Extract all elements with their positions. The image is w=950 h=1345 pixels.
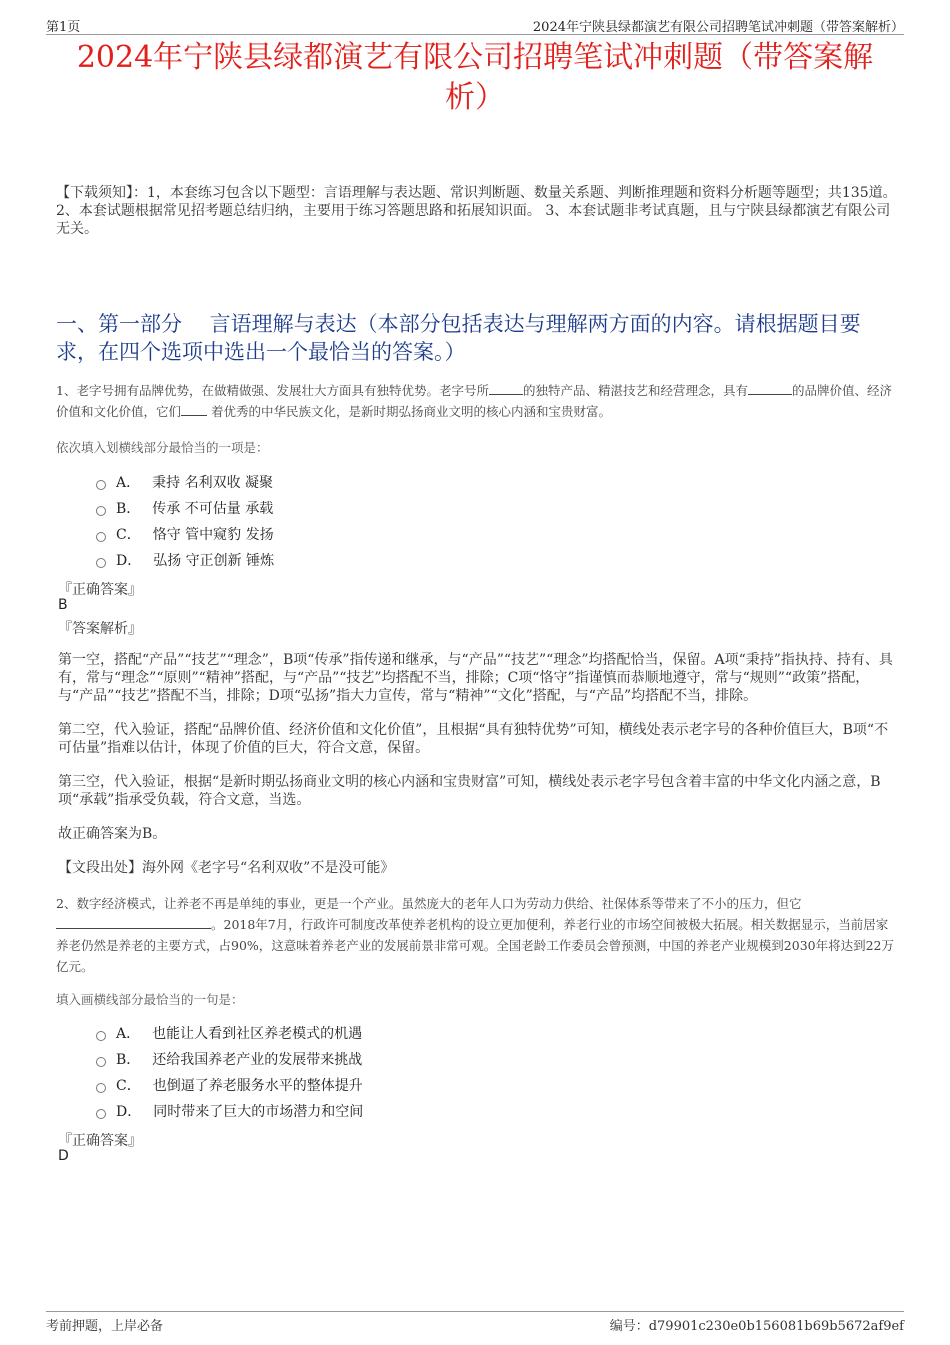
document-title <box>46 38 904 118</box>
q1-analysis-paragraph: 第一空，搭配“产品”“技艺”“理念”，B项“传承”指传递和继承，与“产品”“技艺”“理念”均搭配恰当，保留。A项“秉持”指执持、持有、具有，常与“理念”“原则”“精神”搭配，与“产品”“技艺”均搭配不当，排除；C项“恪守”指谨慎而恭顺地遵守，常与“规则”“政策”搭配，与“产品”“技艺”搭配不当，排除；D项“弘扬”指大力宣传，常与“精神”“文化”搭配，与“产品”均搭配不当，排除。 <box>58 652 893 704</box>
q1-analysis-paragraph: 第三空，代入验证，根据“是新时期弘扬商业文明的核心内涵和宝贵财富”可知，横线处表示老字号包含着丰富的中华文化内涵之意，B项“承载”指承受负载，符合文意，当选。 <box>58 774 881 808</box>
page-number: 第1页 <box>46 20 81 35</box>
page-header <box>46 14 904 35</box>
download-notice: 【下载须知】：1，本套练习包含以下题型：言语理解与表达题、常识判断题、数量关系题、判断推理题和资料分析题等题型；共135道。 2、本套试题根据常见招考题总结归纳，主要用于练习答题思路和拓展知识面。 3、本套试题非考试真题，且与宁陕县绿都演艺有限公司无关。 <box>56 185 897 237</box>
q1-answer-label: 『正确答案』 <box>58 582 142 598</box>
title-line-2: 析） <box>445 80 505 115</box>
blank-3 <box>181 403 207 416</box>
page-footer <box>46 1311 904 1334</box>
question-1-prompt: 依次填入划横线部分最恰当的一项是： <box>56 440 269 455</box>
radio-icon[interactable] <box>96 1109 106 1119</box>
q1-option-a[interactable]: A． 秉持 名利双收 凝聚 <box>96 472 273 492</box>
question-2-text: 2、数字经济模式，让养老不再是单纯的事业，更是一个产业。虽然庞大的老年人口为劳动力供给、社保体系等带来了不小的压力，但它。2018年7月，行政许可制度改革使养老机构的设立更加便利，养老行业的市场空间被极大拓展。相关数据显示，当前居家养老仍然是养老的主要方式，占90%，这意味着养老产业的发展前景非常可观。全国老龄工作委员会曾预测，中国的养老产业规模到2030年将达到22万亿元。 <box>56 896 895 974</box>
blank-1 <box>489 382 523 395</box>
question-1-text: 1、老字号拥有品牌优势，在做精做强、发展壮大方面具有独特优势。老字号所 的独特产品、精湛技艺和经营理念，具有 的品牌价值、经济价值和文化价值，它们 着优秀的中华民族文化，是新时期弘扬商业文明的核心内涵和宝贵财富。 <box>56 383 892 419</box>
radio-icon[interactable] <box>96 1083 106 1093</box>
q1-option-b[interactable]: B． 传承 不可估量 承载 <box>96 498 273 518</box>
question-2-prompt: 填入画横线部分最恰当的一句是： <box>56 992 244 1007</box>
q1-analysis-label: 『答案解析』 <box>58 621 142 637</box>
radio-icon[interactable] <box>96 480 106 490</box>
radio-icon[interactable] <box>96 506 106 516</box>
title-line-1: 2024年宁陕县绿都演艺有限公司招聘笔试冲刺题（带答案解 <box>76 40 874 75</box>
q2-option-a[interactable]: A． 也能让人看到社区养老模式的机遇 <box>96 1023 362 1043</box>
q2-option-b[interactable]: B． 还给我国养老产业的发展带来挑战 <box>96 1049 362 1069</box>
q2-answer-label: 『正确答案』 <box>58 1133 142 1149</box>
q1-answer: B <box>58 597 68 613</box>
header-doc-title: 2024年宁陕县绿都演艺有限公司招聘笔试冲刺题（带答案解析） <box>532 20 904 35</box>
q1-source: 【文段出处】海外网《老字号“名利双收”不是没可能》 <box>58 860 395 876</box>
radio-icon[interactable] <box>96 532 106 542</box>
q2-option-d[interactable]: D． 同时带来了巨大的市场潜力和空间 <box>96 1101 363 1121</box>
footer-slogan: 考前押题，上岸必备 <box>46 1319 164 1334</box>
radio-icon[interactable] <box>96 1031 106 1041</box>
document-id: 编号：d79901c230e0b156081b69b5672af9ef <box>609 1319 904 1334</box>
radio-icon[interactable] <box>96 558 106 568</box>
q2-option-c[interactable]: C． 也倒逼了养老服务水平的整体提升 <box>96 1075 363 1095</box>
q1-analysis-conclusion: 故正确答案为B。 <box>58 826 167 842</box>
q1-option-d[interactable]: D． 弘扬 守正创新 锤炼 <box>96 550 274 570</box>
section-heading: 一、第一部分 言语理解与表达（本部分包括表达与理解两方面的内容。请根据题目要求，在四个选项中选出一个最恰当的答案。） <box>56 312 861 364</box>
blank-2 <box>748 382 792 395</box>
q1-analysis-paragraph: 第二空，代入验证，搭配“品牌价值、经济价值和文化价值”，且根据“具有独特优势”可知，横线处表示老字号的各种价值巨大，B项“不可估量”指难以估计，体现了价值的巨大，符合文意，保留。 <box>58 722 889 756</box>
radio-icon[interactable] <box>96 1057 106 1067</box>
q1-option-c[interactable]: C． 恪守 管中窥豹 发扬 <box>96 524 274 544</box>
q2-answer: D <box>58 1148 69 1164</box>
blank-1 <box>56 916 211 929</box>
